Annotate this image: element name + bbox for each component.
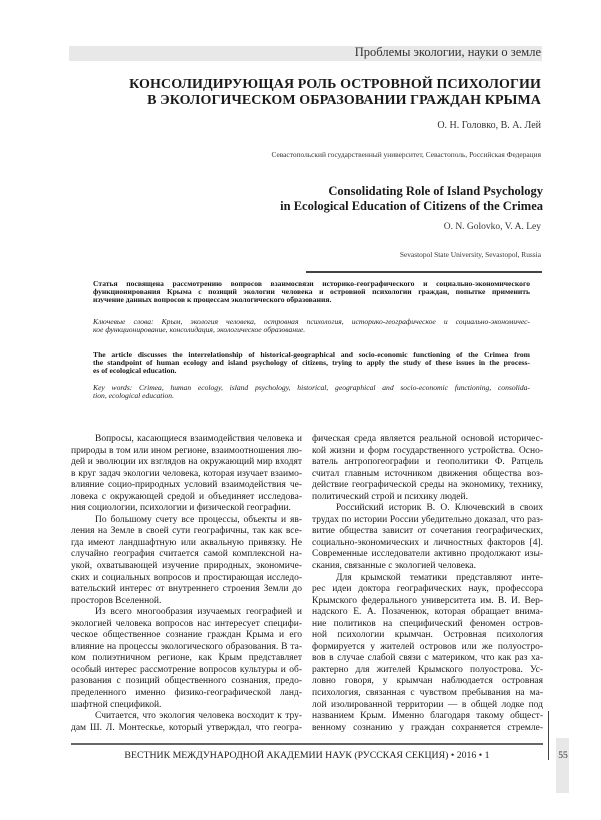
text-line: Считается, что экология человека восходит к тру- (95, 711, 302, 722)
text-line: Для крымской тематики представляют инте- (336, 572, 543, 583)
paragraph (312, 434, 543, 503)
text-line: Современные исследователи активно продолжают изы- (312, 549, 543, 560)
authors-ru: О. Н. Головко, В. А. Лей (437, 120, 541, 131)
text-line: По большому счету все процессы, объекты и яв- (95, 514, 302, 525)
text-line: рактерно для жителей Крымского полуострова. Ус- (312, 664, 543, 675)
paragraph (312, 573, 543, 735)
page-number: 55 (558, 751, 568, 761)
text-line: случайно география считается самой комплексной на- (71, 549, 302, 560)
text-line: ловека с окружающей средой и объединяет исследова- (71, 491, 302, 502)
text-line: изучение данных вопросов к процессам экологического образования. (93, 295, 332, 304)
text-line: считал главным источником движения общества воз- (312, 468, 543, 479)
text-line: the standpoint of human ecology and island psychology of citizens, trying to apply the study of these issues in the process- (93, 358, 530, 367)
text-line: кой жизни и форм государственного устройства. Осно- (312, 445, 543, 456)
affiliation-ru: Севастопольский государственный университет, Севастополь, Российская Федерация (271, 150, 541, 159)
text-line: влияние на процессы экологического образования. В та- (71, 641, 302, 652)
divider (548, 711, 549, 760)
divider (306, 271, 542, 273)
text-line: es of ecological education. (93, 366, 177, 375)
text-line: The article discusses the interrelationship of historical-geographical and socio-economic functioning of the Crimea from (93, 351, 530, 359)
text-line: tion, ecological education. (93, 391, 174, 400)
article-title-en (280, 184, 543, 214)
paragraph (312, 503, 543, 572)
text-line: кое функционирование, консолидация, экологическое образование. (93, 325, 306, 334)
text-line: особый интерес рассмотрение вопросов культуры и об- (71, 664, 302, 675)
keywords-ru (93, 318, 530, 334)
text-line: психология, связанная с чувством пребывания на ма- (312, 688, 543, 699)
text-line: ние политиков на специфический феномен остров- (312, 618, 543, 629)
text-line: ватель антропогеографии и геополитики Ф. Ратцель (312, 457, 543, 468)
text-line: Key words: Crimea, human ecology, island psychology, historical, geographical and socio-economic functioning, consolida- (93, 384, 530, 392)
text-line: Вопросы, касающиеся взаимодействия человека и (95, 434, 302, 444)
keywords-en (93, 384, 530, 400)
text-line: вательский интерес от внутреннего строения Земли до (71, 584, 302, 595)
text-line: просторов Вселенной. (71, 595, 162, 606)
text-line: гда имеют ландшафтную или аквальную привязку. Не (71, 537, 302, 548)
section-header: Проблемы экологии, науки о земле (354, 45, 541, 59)
text-line: надского Е. А. Позаченюк, которая обращает внима- (312, 607, 543, 618)
title-line: В ЭКОЛОГИЧЕСКОМ ОБРАЗОВАНИИ ГРАЖДАН КРЫМА (147, 93, 541, 108)
title-line: Consolidating Role of Island Psychology (328, 184, 543, 198)
text-line: действие географической среды на экономику, технику, (312, 480, 543, 491)
journal-footer: ВЕСТНИК МЕЖДУНАРОДНОЙ АКАДЕМИИ НАУК (РУССКАЯ СЕКЦИЯ) • 2016 • 1 (124, 750, 490, 761)
text-line: разования с позиций общественного сознания, предо- (71, 676, 302, 687)
page-number-tab (556, 738, 569, 793)
paragraph (71, 607, 302, 711)
text-line: Из всего многообразия изучаемых географией и (95, 607, 302, 618)
text-line: социально-экономических и личностных факторов [4]. (312, 537, 543, 548)
text-line: укой, охватывающей изучение природных, экономиче- (71, 561, 302, 572)
text-line: ления на Земле в своей сути географичны, так как все- (71, 526, 302, 537)
text-line: природы в том или ином регионе, взаимоотношения лю- (71, 445, 302, 456)
text-line: дей и эволюции их взглядов на окружающий мир входят (71, 457, 302, 468)
text-line: дам Ш. Л. Монтескье, который утверждал, что геогра- (71, 722, 302, 733)
article-title-ru (129, 77, 541, 109)
paragraph (71, 711, 302, 734)
text-line: Ключевые слова: Крым, экология человека, островная психология, историко-географическое и социально-экономичес- (93, 318, 530, 326)
text-line: ческое общественное сознание граждан Крыма и его (71, 630, 302, 641)
text-line: влияние социо-природных условий взаимодействия че- (71, 480, 302, 491)
text-line: фическая среда является реальной основой историчес- (312, 434, 543, 444)
text-line: названием Крым. Именно благодаря такому общест- (312, 711, 543, 722)
text-line: формируется у жителей островов или же полуостро- (312, 641, 543, 652)
title-line: КОНСОЛИДИРУЮЩАЯ РОЛЬ ОСТРОВНОЙ ПСИХОЛОГИИ (129, 77, 541, 92)
title-line: in Ecological Education of Citizens of the Crimea (280, 199, 543, 213)
text-line: трудах по истории России убедительно доказал, что раз- (312, 514, 543, 525)
text-line: функционирования Крыма с позиций экологии человека и островной психологии граждан, попытке применить (93, 287, 530, 296)
body-column-left (71, 434, 302, 734)
text-line: пределенного именно физико-географической ланд- (71, 688, 302, 699)
text-line: рес идеи доктора географических наук, профессора (312, 584, 543, 595)
paragraph (71, 515, 302, 607)
text-line: витие общества зависит от сочетания географических, (312, 526, 543, 537)
authors-en: O. N. Golovko, V. A. Ley (443, 222, 541, 232)
text-line: политический строй и психику людей. (312, 491, 468, 502)
affiliation-en: Sevastopol State University, Sevastopol, Russia (399, 250, 541, 259)
text-line: ния социологии, психологии и физической географии. (71, 503, 291, 514)
text-line: Российский историк В. О. Ключевский в своих (336, 503, 543, 514)
text-line: шафтной спецификой. (71, 699, 162, 710)
text-line: скания, связанные с экологией человека. (312, 561, 477, 572)
text-line: ских и социальных вопросов и простирающая исследо- (71, 572, 302, 583)
abstract-ru (93, 280, 530, 303)
text-line: ной психологии крымчан. Островная психология (312, 630, 543, 641)
text-line: венному сознанию у граждан сохраняется стремле- (312, 722, 543, 733)
text-line: лой изолированной территории — в общей лодке под (312, 699, 543, 710)
body-column-right (312, 434, 543, 734)
text-line: ком полиэтничном регионе, как Крым представляет (71, 653, 302, 664)
abstract-en (93, 351, 530, 374)
text-line: экологией человека вопросов нас интересует специфи- (71, 618, 302, 629)
text-line: Статья посвящена рассмотрению вопросов взаимосвязи историко-географического и социально-экономического (93, 280, 530, 288)
text-line: ловно говоря, у крымчан наблюдается островная (312, 676, 543, 687)
footer-divider (71, 743, 543, 745)
paragraph (71, 434, 302, 515)
text-line: вов в случае слабой связи с материком, что как раз ха- (312, 653, 543, 664)
text-line: Крымского федерального университета им. В. И. Вер- (312, 595, 543, 606)
text-line: в круг задач экологии человека, которая изучает взаимо- (71, 468, 302, 479)
